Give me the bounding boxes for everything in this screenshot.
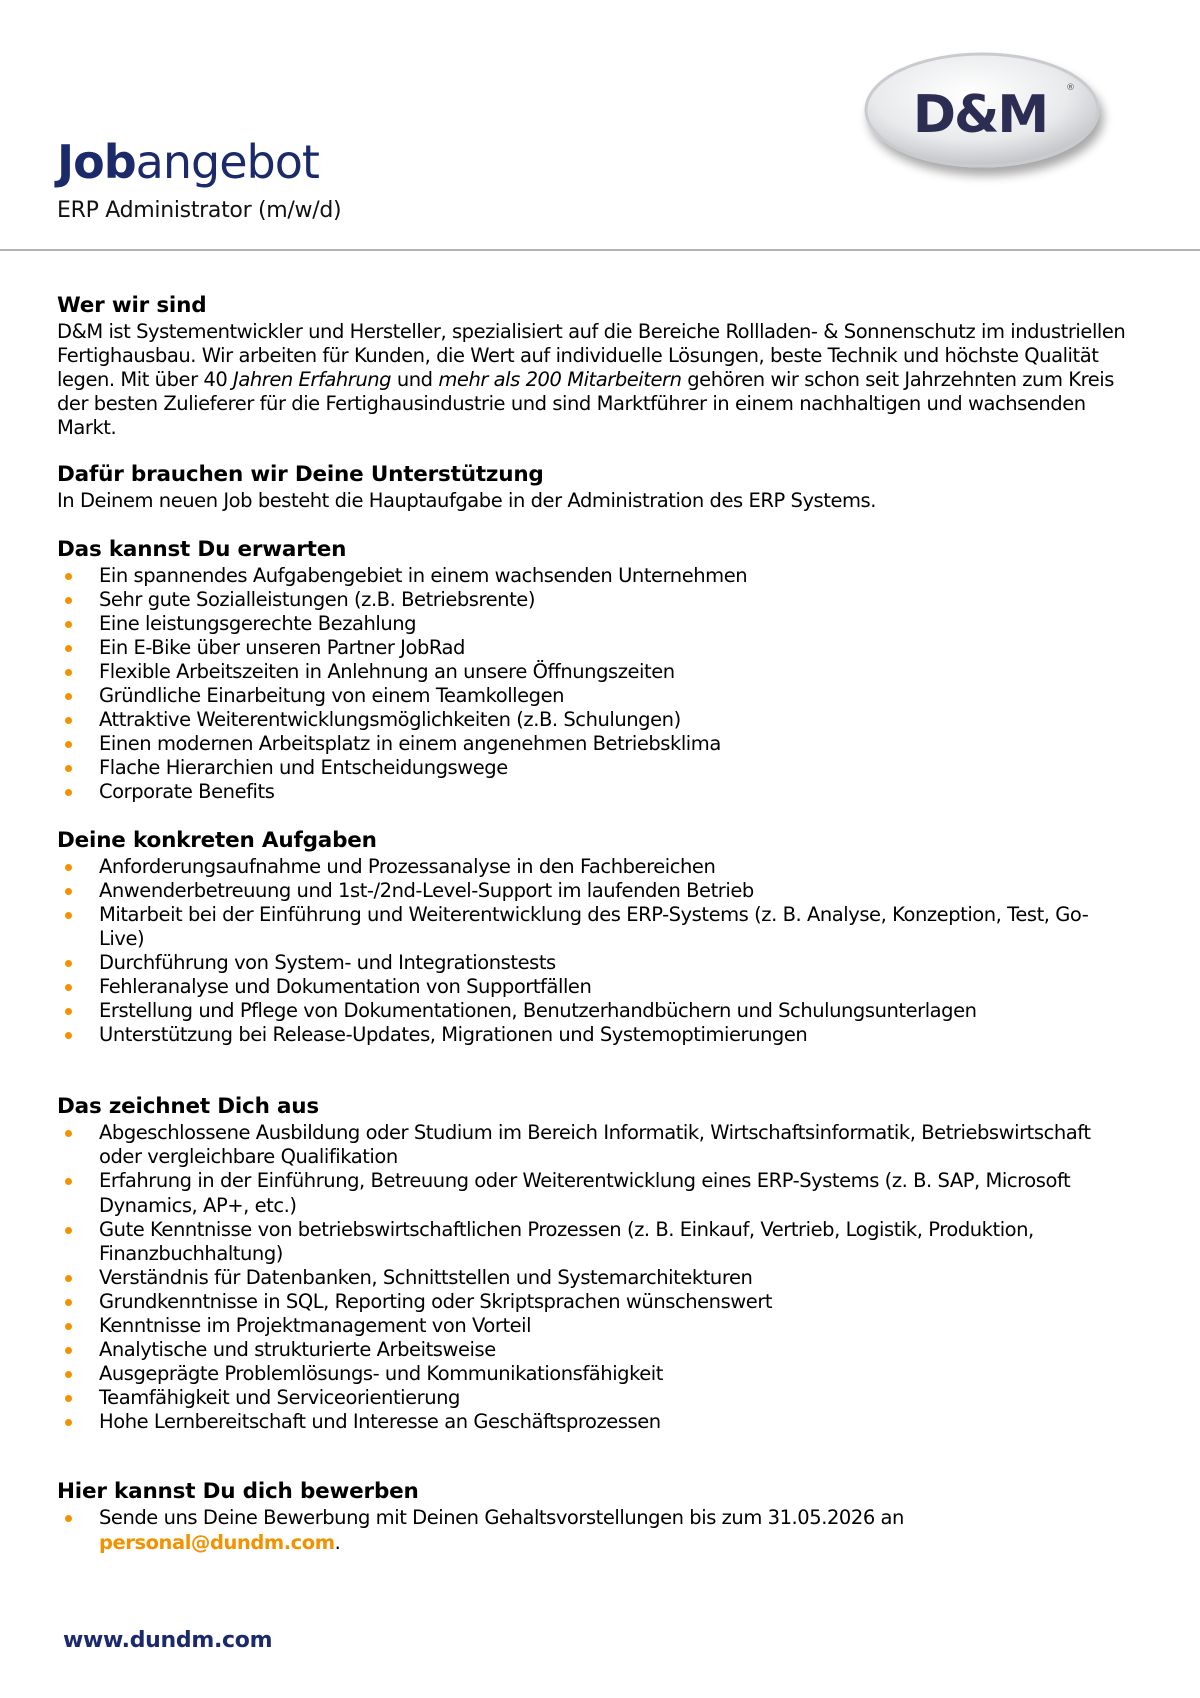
title-bold-part: Job — [57, 135, 136, 189]
page-title — [57, 134, 319, 190]
section-support — [57, 461, 1147, 513]
list-item — [57, 1218, 1137, 1266]
bullet-icon — [65, 789, 72, 796]
apply-suffix: . — [334, 1530, 341, 1554]
list-item — [57, 975, 1117, 999]
requirements-list — [57, 1121, 1137, 1434]
bullet-icon — [65, 621, 72, 628]
list-item-text: Verständnis für Datenbanken, Schnittstellen und Systemarchitekturen — [99, 1265, 753, 1289]
title-regular-part: angebot — [135, 135, 319, 189]
section-tasks — [57, 827, 1147, 1048]
email-link[interactable]: personal@dundm.com — [99, 1530, 335, 1554]
svg-text:D&M: D&M — [912, 85, 1048, 145]
list-item-text: Eine leistungsgerechte Bezahlung — [99, 611, 417, 635]
bullet-icon — [65, 1178, 72, 1185]
list-item-text: Ausgeprägte Problemlösungs- und Kommunikationsfähigkeit — [99, 1362, 663, 1386]
list-item — [57, 879, 1117, 903]
about-paragraph — [57, 320, 1147, 440]
list-item-text: Corporate Benefits — [99, 780, 275, 804]
section-title: Wer wir sind — [57, 293, 207, 318]
bullet-icon — [65, 1032, 72, 1039]
bullet-icon — [65, 765, 72, 772]
bullet-icon — [65, 1371, 72, 1378]
bullet-icon — [65, 1008, 72, 1015]
bullet-icon — [65, 1227, 72, 1234]
bullet-icon — [65, 669, 72, 676]
website-link[interactable]: www.dundm.com — [63, 1628, 273, 1653]
list-item-text: Einen modernen Arbeitsplatz in einem angenehmen Betriebsklima — [99, 732, 721, 756]
bullet-icon — [65, 1299, 72, 1306]
list-item-text: Erfahrung in der Einführung, Betreuung oder Weiterentwicklung eines ERP-Systems (z. B. SAP, Microsoft Dynamics, AP+, etc.) — [99, 1169, 1071, 1217]
list-item-text: Flache Hierarchien und Entscheidungswege — [99, 756, 508, 780]
about-emphasis: mehr als 200 Mitarbeitern — [438, 368, 682, 392]
bullet-icon — [65, 912, 72, 919]
list-item — [57, 660, 1147, 684]
list-item-text: Abgeschlossene Ausbildung oder Studium im Bereich Informatik, Wirtschaftsinformatik, Betriebswirtschaft oder vergleichbare Qualifikation — [99, 1121, 1091, 1169]
list-item — [57, 612, 1147, 636]
list-item — [57, 564, 1147, 588]
bullet-icon — [65, 1323, 72, 1330]
list-item-text: Teamfähigkeit und Serviceorientierung — [99, 1386, 460, 1410]
section-profile — [57, 1093, 1147, 1434]
bullet-icon — [65, 1419, 72, 1426]
bullet-icon — [65, 573, 72, 580]
list-item — [57, 780, 1147, 804]
list-item-text: Gute Kenntnisse von betriebswirtschaftlichen Prozessen (z. B. Einkauf, Vertrieb, Logistik, Produktion, Finanzbuchhaltung) — [99, 1217, 1034, 1265]
benefits-list — [57, 564, 1147, 805]
section-apply — [57, 1478, 1147, 1554]
list-item — [57, 999, 1117, 1023]
about-emphasis: Jahren Erfahrung — [233, 368, 392, 392]
list-item-text: Erstellung und Pflege von Dokumentationen, Benutzerhandbüchern und Schulungsunterlagen — [99, 999, 977, 1023]
apply-list — [57, 1506, 957, 1554]
dm-logo-icon — [858, 50, 1120, 190]
list-item — [57, 1338, 1137, 1362]
list-item-text: Analytische und strukturierte Arbeitsweise — [99, 1338, 496, 1362]
list-item — [57, 636, 1147, 660]
list-item — [57, 1362, 1137, 1386]
tasks-list — [57, 855, 1117, 1048]
list-item — [57, 903, 1117, 951]
list-item-text: Gründliche Einarbeitung von einem Teamkollegen — [99, 684, 565, 708]
section-title: Hier kannst Du dich bewerben — [57, 1479, 419, 1505]
list-item — [57, 732, 1147, 756]
section-benefits — [57, 536, 1147, 805]
bullet-icon — [65, 1130, 72, 1137]
list-item — [57, 1290, 1137, 1314]
section-title: Das zeichnet Dich aus — [57, 1094, 319, 1120]
about-text: gehören wir schon seit Jahrzehnten zum Kreis der besten Zulieferer für die Fertighausindustrie und sind Marktführer in einem nachhaltigen und wachsenden Markt. — [57, 368, 1114, 440]
list-item — [57, 951, 1117, 975]
list-item-text: Hohe Lernbereitschaft und Interesse an Geschäftsprozessen — [99, 1410, 661, 1434]
list-item-text: Mitarbeit bei der Einführung und Weiterentwicklung des ERP-Systems (z. B. Analyse, Konzeption, Test, Go-Live) — [99, 902, 1089, 950]
bullet-icon — [65, 1515, 72, 1522]
list-item — [57, 756, 1147, 780]
about-text: D&M ist Systementwickler und Hersteller, spezialisiert auf die Bereiche Rollladen- & Sonnenschutz im industriellen Fertighausbau. Wir arbeiten für Kunden, die Wert auf individuelle Lösungen, beste Technik und höchste Qualität legen. Mit über 40 — [57, 320, 1126, 392]
bullet-icon — [65, 1395, 72, 1402]
job-title: ERP Administrator (m/w/d) — [57, 198, 342, 223]
list-item-text: Attraktive Weiterentwicklungsmöglichkeiten (z.B. Schulungen) — [99, 708, 681, 732]
bullet-icon — [65, 984, 72, 991]
list-item-text: Flexible Arbeitszeiten in Anlehnung an unsere Öffnungszeiten — [99, 659, 675, 683]
support-paragraph: In Deinem neuen Job besteht die Hauptaufgabe in der Administration des ERP Systems. — [57, 489, 876, 513]
list-item — [57, 1266, 1137, 1290]
list-item-text: Kenntnisse im Projektmanagement von Vorteil — [99, 1314, 532, 1337]
list-item — [57, 855, 1117, 879]
section-title: Das kannst Du erwarten — [57, 536, 347, 562]
bullet-icon — [65, 888, 72, 895]
section-title: Deine konkreten Aufgaben — [57, 827, 377, 853]
bullet-icon — [65, 741, 72, 748]
apply-text: Sende uns Deine Bewerbung mit Deinen Gehaltsvorstellungen bis zum 31.05.2026 an — [99, 1506, 904, 1530]
bullet-icon — [65, 597, 72, 604]
job-description — [57, 292, 1147, 1555]
bullet-icon — [65, 693, 72, 700]
list-item-text: Grundkenntnisse in SQL, Reporting oder Skriptsprachen wünschenswert — [99, 1289, 773, 1313]
company-logo — [858, 50, 1120, 190]
list-item — [57, 1169, 1137, 1217]
list-item — [57, 708, 1147, 732]
bullet-icon — [65, 717, 72, 724]
list-item-text: Fehleranalyse und Dokumentation von Supportfällen — [99, 974, 592, 998]
list-item — [57, 1506, 957, 1554]
list-item — [57, 1410, 1137, 1434]
bullet-icon — [65, 864, 72, 871]
list-item — [57, 588, 1147, 612]
bullet-icon — [65, 645, 72, 652]
svg-text:®: ® — [1066, 83, 1075, 93]
list-item-text: Anforderungsaufnahme und Prozessanalyse in den Fachbereichen — [99, 854, 716, 878]
bullet-icon — [65, 960, 72, 967]
list-item — [57, 1386, 1137, 1410]
list-item — [57, 1314, 1137, 1338]
list-item-text: Unterstützung bei Release-Updates, Migrationen und Systemoptimierungen — [99, 1023, 808, 1047]
about-text: und — [391, 368, 439, 392]
section-title: Dafür brauchen wir Deine Unterstützung — [57, 462, 544, 488]
list-item-text: Anwenderbetreuung und 1st-/2nd-Level-Support im laufenden Betrieb — [99, 878, 754, 902]
list-item-text: Durchführung von System- und Integrationstests — [99, 950, 556, 974]
list-item — [57, 1023, 1117, 1047]
header-divider — [0, 249, 1200, 251]
list-item-text: Ein spannendes Aufgabengebiet in einem wachsenden Unternehmen — [99, 563, 748, 587]
list-item-text: Ein E-Bike über unseren Partner JobRad — [99, 635, 465, 659]
list-item — [57, 684, 1147, 708]
bullet-icon — [65, 1275, 72, 1282]
section-about — [57, 292, 1147, 440]
list-item — [57, 1121, 1137, 1169]
list-item-text: Sehr gute Sozialleistungen (z.B. Betriebsrente) — [99, 587, 535, 611]
bullet-icon — [65, 1347, 72, 1354]
